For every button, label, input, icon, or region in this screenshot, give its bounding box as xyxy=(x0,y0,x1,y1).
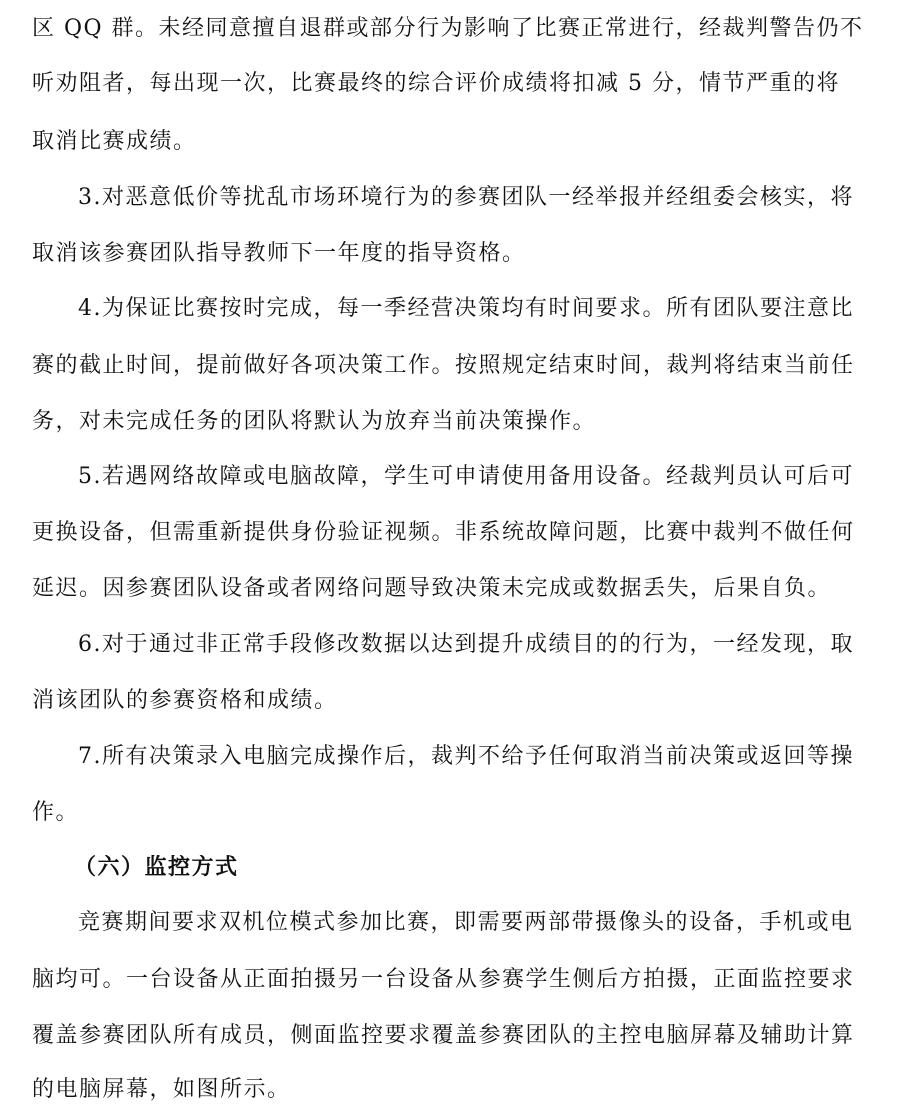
text-line: 竞赛期间要求双机位模式参加比赛，即需要两部带摄像头的设备，手机或电 xyxy=(78,910,854,935)
text-line: 延迟。因参赛团队设备或者网络问题导致决策未完成或数据丢失，后果自负。 xyxy=(32,576,832,601)
text-line: 的电脑屏幕，如图所示。 xyxy=(32,1077,291,1102)
text-line: 听劝阻者，每出现一次，比赛最终的综合评价成绩将扣减 5 分，情节严重的将 xyxy=(32,71,840,96)
text-line: 6.对于通过非正常手段修改数据以达到提升成绩目的的行为，一经发现，取 xyxy=(78,632,854,657)
text-line: 4.为保证比赛按时完成，每一季经营决策均有时间要求。所有团队要注意比 xyxy=(78,296,854,321)
text-line: 更换设备，但需重新提供身份验证视频。非系统故障问题，比赛中裁判不做任何 xyxy=(32,520,855,545)
text-line: 覆盖参赛团队所有成员，侧面监控要求覆盖参赛团队的主控电脑屏幕及辅助计算 xyxy=(32,1023,855,1048)
text-line: 消该团队的参赛资格和成绩。 xyxy=(32,688,338,713)
text-line: 作。 xyxy=(32,800,80,825)
section-heading: （六）监控方式 xyxy=(74,855,239,880)
text-line: 7.所有决策录入电脑完成操作后，裁判不给予任何取消当前决策或返回等操 xyxy=(78,744,854,769)
text-line: 区 QQ 群。未经同意擅自退群或部分行为影响了比赛正常进行，经裁判警告仍不 xyxy=(32,16,864,41)
text-line: 赛的截止时间，提前做好各项决策工作。按照规定结束时间，裁判将结束当前任 xyxy=(32,353,855,378)
text-line: 脑均可。一台设备从正面拍摄另一台设备从参赛学生侧后方拍摄，正面监控要求 xyxy=(32,967,855,992)
text-line: 取消比赛成绩。 xyxy=(32,129,197,154)
text-line: 3.对恶意低价等扰乱市场环境行为的参赛团队一经举报并经组委会核实，将 xyxy=(78,185,854,210)
text-line: 务，对未完成任务的团队将默认为放弃当前决策操作。 xyxy=(32,409,597,434)
text-line: 取消该参赛团队指导教师下一年度的指导资格。 xyxy=(32,241,526,266)
text-line: 5.若遇网络故障或电脑故障，学生可申请使用备用设备。经裁判员认可后可 xyxy=(78,464,854,489)
